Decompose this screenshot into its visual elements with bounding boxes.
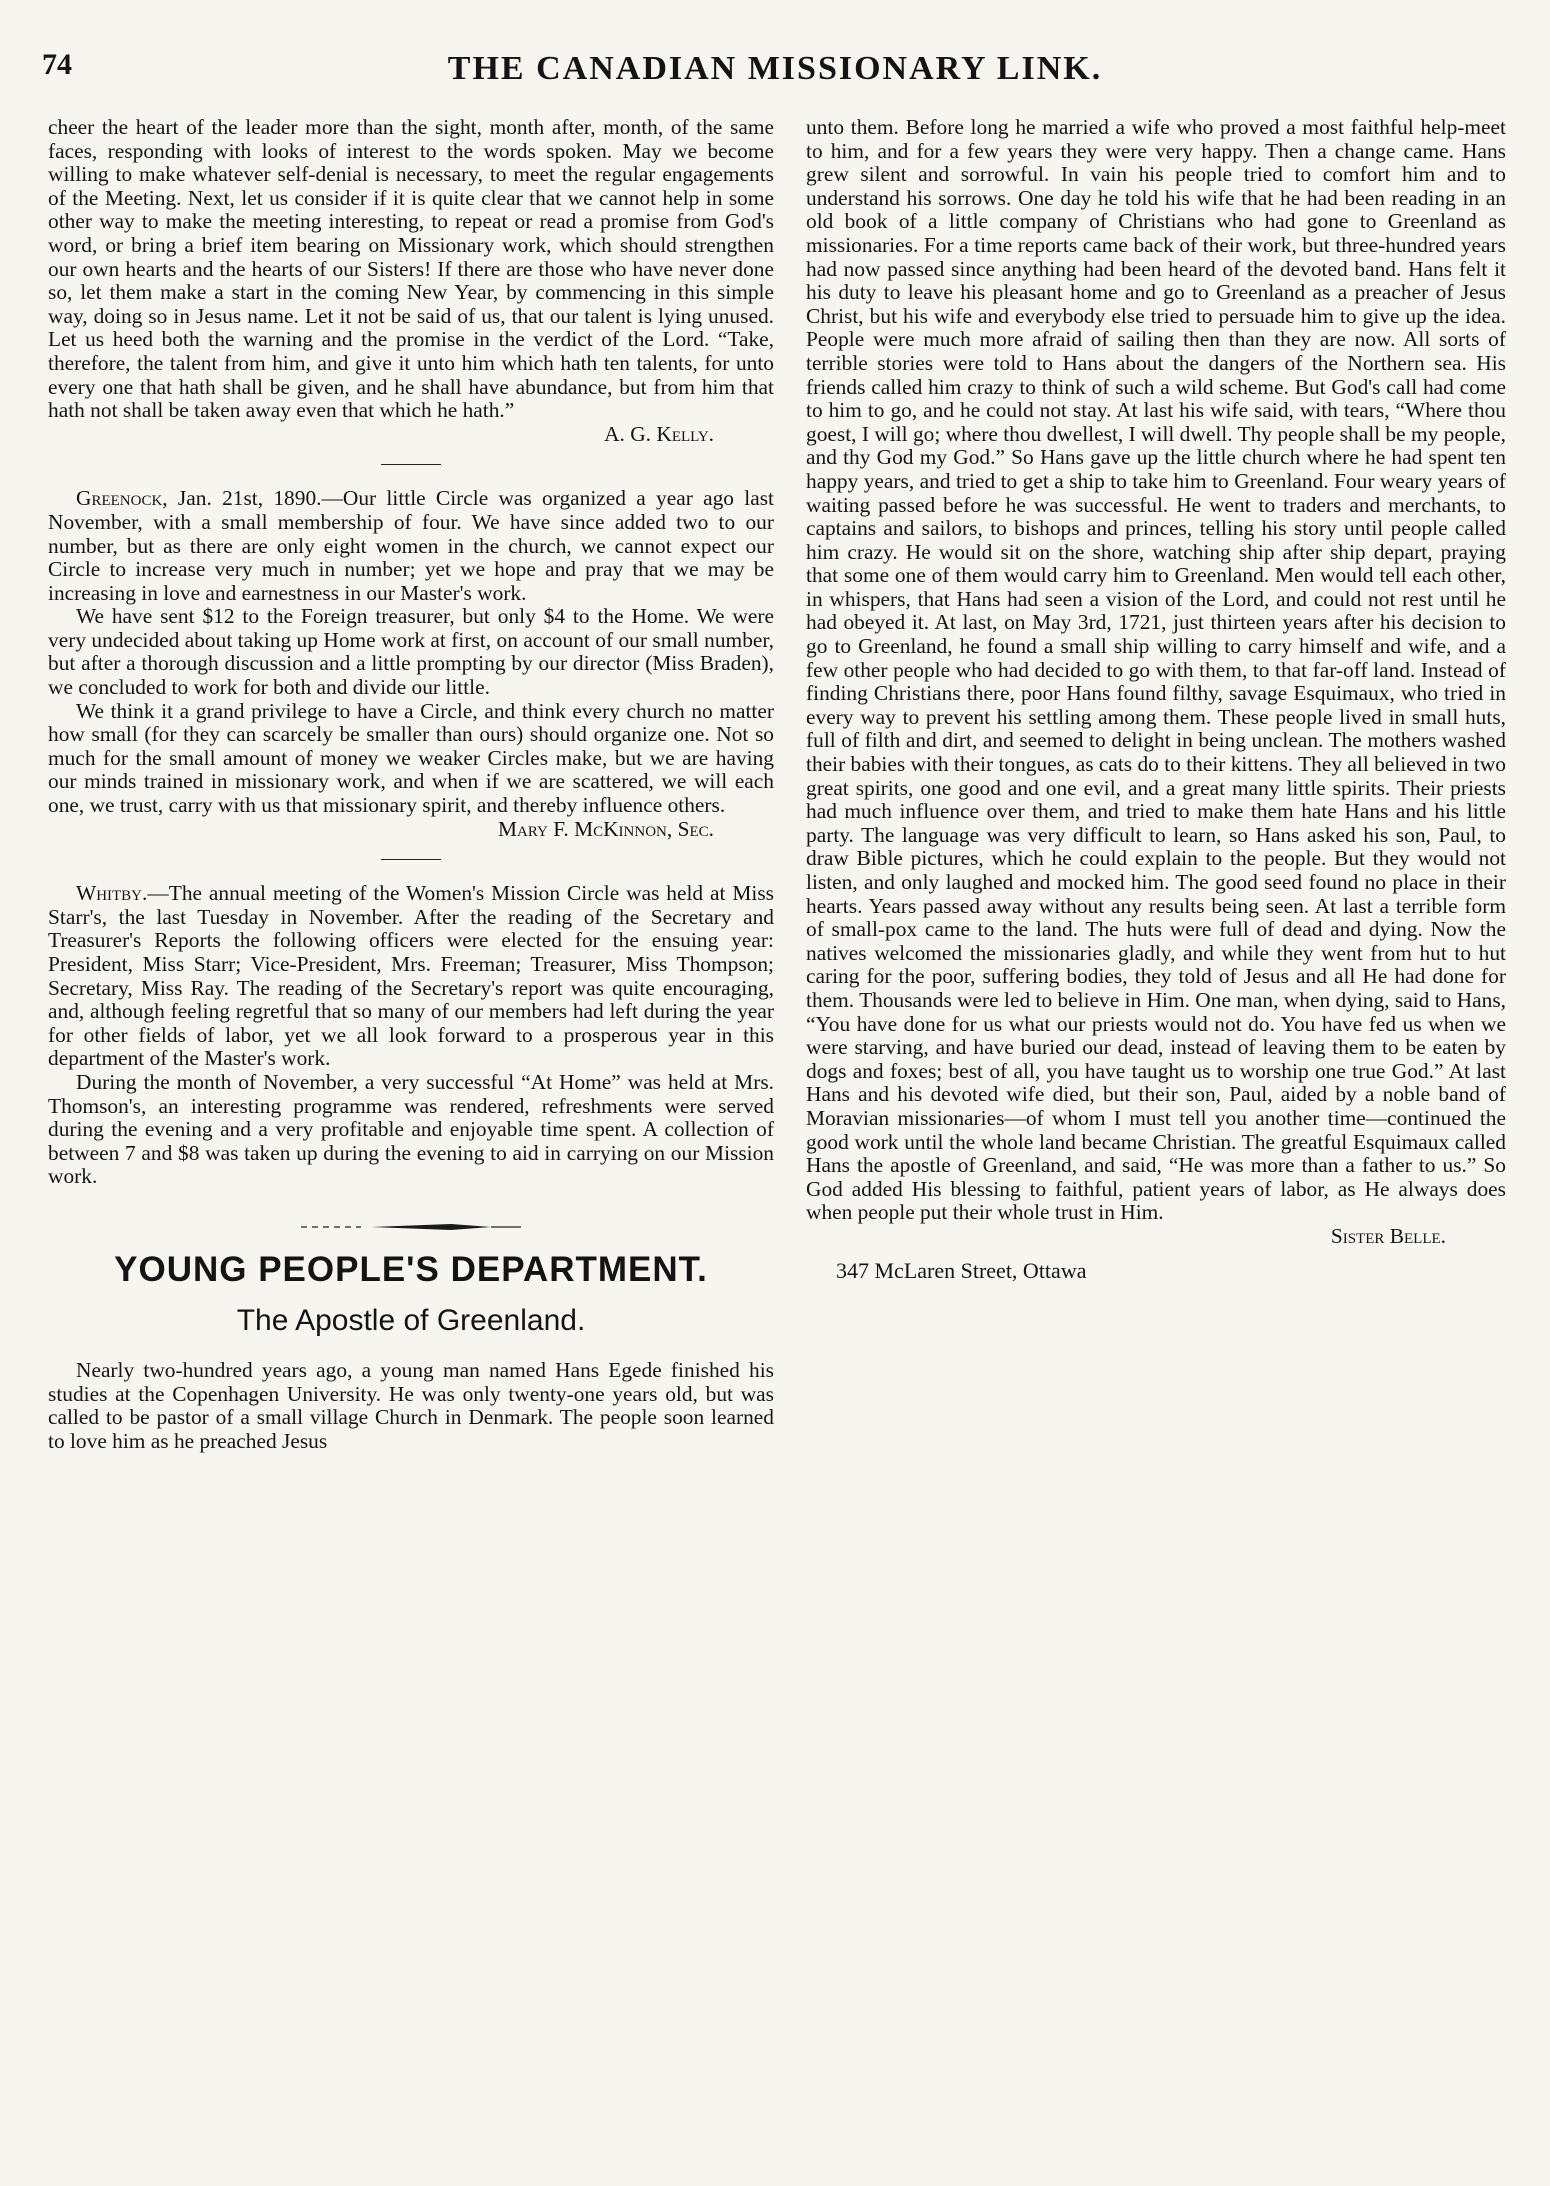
- intro-signature: A. G. Kelly.: [604, 421, 714, 446]
- greenock-paragraph-2: We have sent $12 to the Foreign treasurer, but only $4 to the Home. We were very undecided about taking up Home work at first, on account of our small number, but after a thorough discussion and a little prompting by our director (Miss Braden), we concluded to work for both and divide our little.: [48, 604, 774, 700]
- publication-title: THE CANADIAN MISSIONARY LINK.: [447, 50, 1103, 87]
- greenock-place: Greenock,: [76, 486, 168, 511]
- section-divider: [381, 464, 441, 465]
- article-signature: Sister Belle.: [1330, 1223, 1446, 1248]
- decorative-divider-ornament: [48, 1215, 774, 1227]
- left-column: [48, 116, 774, 1453]
- article-paragraph-start: Nearly two-hundred years ago, a young man named Hans Egede finished his studies at the Copenhagen University. He was only twenty-one years old, but was called to be pastor of a small village Church in Denmark. The people soon learned to love him as he preached Jesus: [48, 1357, 774, 1453]
- greenock-signature: Mary F. McKinnon, Sec.: [498, 816, 714, 841]
- page-number: 74: [42, 48, 72, 81]
- section-divider: [381, 859, 441, 860]
- author-address: 347 McLaren Street, Ottawa: [836, 1257, 1087, 1283]
- greenock-paragraph-3: We think it a grand privilege to have a Circle, and think every church no matter how small (for they can scarcely be smaller than ours) should organize one. Not so much for the small amount of money we weaker Circles make, but we are having our minds trained in missionary work, and when if we are scattered, we will each one, we trust, carry with us that missionary spirit, and thereby influence others.: [48, 698, 774, 818]
- article-paragraph-continued: unto them. Before long he married a wife who proved a most faithful help-meet to him, and for a few years they were very happy. Then a change came. Hans grew silent and sorrowful. In vain his people tried to comfort him and to understand his sorrows. One day he told his wife that he had been reading in an old book of a little company of Christians who had gone to Greenland as missionaries. For a time reports came back of their work, but three-hundred years had now passed since anything had been heard of the devoted band. Hans felt it his duty to leave his pleasant home and go to Greenland as a preacher of Jesus Christ, but his wife and everybody else tried to persuade him to give up the idea. People were much more afraid of sailing then than they are now. All sorts of terrible stories were told to Hans about the dangers of the Northern sea. His friends called him crazy to think of such a wild scheme. But God's call had come to him to go, and he could not stay. At last his wife said, with tears, “Where thou goest, I will go; where thou dwellest, I will dwell. Thy people shall be my people, and thy God my God.” So Hans gave up the little church where he had spent ten happy years, and tried to get a ship to take him to Greenland. Four weary years of waiting passed before he was successful. He went to traders and merchants, to captains and sailors, to bishops and princes, telling his story until people called him crazy. He would sit on the shore, watching ship after ship depart, praying that some one of them would carry him to Greenland. Men would tell each other, in whispers, that Hans had seen a vision of the Lord, and could not rest until he had obeyed it. At last, on May 3rd, 1721, just thirteen years after his decision to go to Greenland, he found a small ship willing to carry himself and wife, and a few other people who had decided to go with them, to that far-off land. Instead of finding Christians there, poor Hans found filthy, savage Esquimaux, who tried in every way to prevent his settling among them. These people lived in small huts, full of filth and dirt, and seemed to delight in being unclean. The mothers washed their babies with their tongues, as cats do to their kittens. They all believed in two great spirits, one good and one evil, and a great many little spirits. Their priests had much influence over them, and tried to make them hate Hans and his little party. The language was very difficult to learn, so Hans asked his son, Paul, to draw Bible pictures, which he could explain to the people. But they would not listen, and only laughed and mocked him. The good seed found no place in their hearts. Years passed away without any results being seen. At last a terrible form of small-pox came to the land. The huts were full of dead and dying. Now the natives welcomed the missionaries gladly, and while they went from hut to hut caring for the poor, suffering bodies, they told of Jesus and all He had done for them. Thousands were led to believe in Him. One man, when dying, said to Hans, “You have done for us what our priests would not do. You have fed us when we were starving, and have buried our dead, instead of leaving them to be eaten by dogs and foxes; best of all, you have taught us to worship one true God.” At last Hans and his devoted wife died, but their son, Paul, aided by a noble band of Moravian missionaries—of whom I must tell you another time—continued the good work until the whole land became Christian. The greatful Esquimaux called Hans the apostle of Greenland, and said, “He was more than a father to us.” So God added His blessing to faithful, patient years of labor, as He always does when people put their whole trust in Him.: [806, 115, 1507, 1225]
- greenock-text: Jan. 21st, 1890.—Our little Circle was organized a year ago last November, with a small membership of four. We have since added two to our number, but as there are only eight women in the church, we cannot expect our Circle to increase very much in number; yet we hope and pray that we may be increasing in love and earnestness in our Master's work.: [48, 486, 774, 605]
- section-heading: YOUNG PEOPLE'S DEPARTMENT.: [114, 1249, 708, 1289]
- greenock-paragraph-1: [48, 487, 774, 605]
- right-column: [806, 116, 1506, 1282]
- whitby-text: —The annual meeting of the Women's Mission Circle was held at Miss Starr's, the last Tuesday in November. After the reading of the Secretary and Treasurer's Reports the following officers were elected for the ensuing year: President, Miss Starr; Vice-President, Mrs. Freeman; Treasurer, Miss Thompson; Secretary, Miss Ray. The reading of the Secretary's report was quite encouraging, and, although feeling regretful that so many of our members had left during the year for other fields of labor, yet we all look forward to a prosperous year in this department of the Master's work.: [48, 881, 774, 1071]
- intro-paragraph: cheer the heart of the leader more than the sight, month after, month, of the same faces, responding with looks of interest to the words spoken. May we become willing to make whatever self-denial is necessary, to meet the regular engagements of the Meeting. Next, let us consider if it is quite clear that we cannot help in some other way to make the meeting interesting, to repeat or read a promise from God's word, or bring a brief item bearing on Missionary work, which should strengthen our own hearts and the hearts of our Sisters! If there are those who have never done so, let them make a start in the coming New Year, by commencing in this simple way, doing so in Jesus name. Let it not be said of us, that our talent is lying unused. Let us heed both the warning and the promise in the verdict of the Lord. “Take, therefore, the talent from him, and give it unto him which hath ten talents, for unto every one that hath shall be given, and he shall have abundance, but from him that hath not shall be taken away even that which he hath.”: [48, 115, 774, 423]
- whitby-paragraph-2: During the month of November, a very successful “At Home” was held at Mrs. Thomson's, an interesting programme was rendered, refreshments were served during the evening and a very profitable and enjoyable time spent. A collection of between 7 and $8 was taken up during the evening to aid in carrying on our Mission work.: [48, 1069, 774, 1189]
- whitby-place: Whitby.: [76, 881, 148, 906]
- whitby-paragraph-1: [48, 882, 774, 1071]
- article-title: The Apostle of Greenland.: [236, 1303, 586, 1337]
- ornament-icon: [301, 1221, 521, 1233]
- page-header: [42, 48, 1508, 98]
